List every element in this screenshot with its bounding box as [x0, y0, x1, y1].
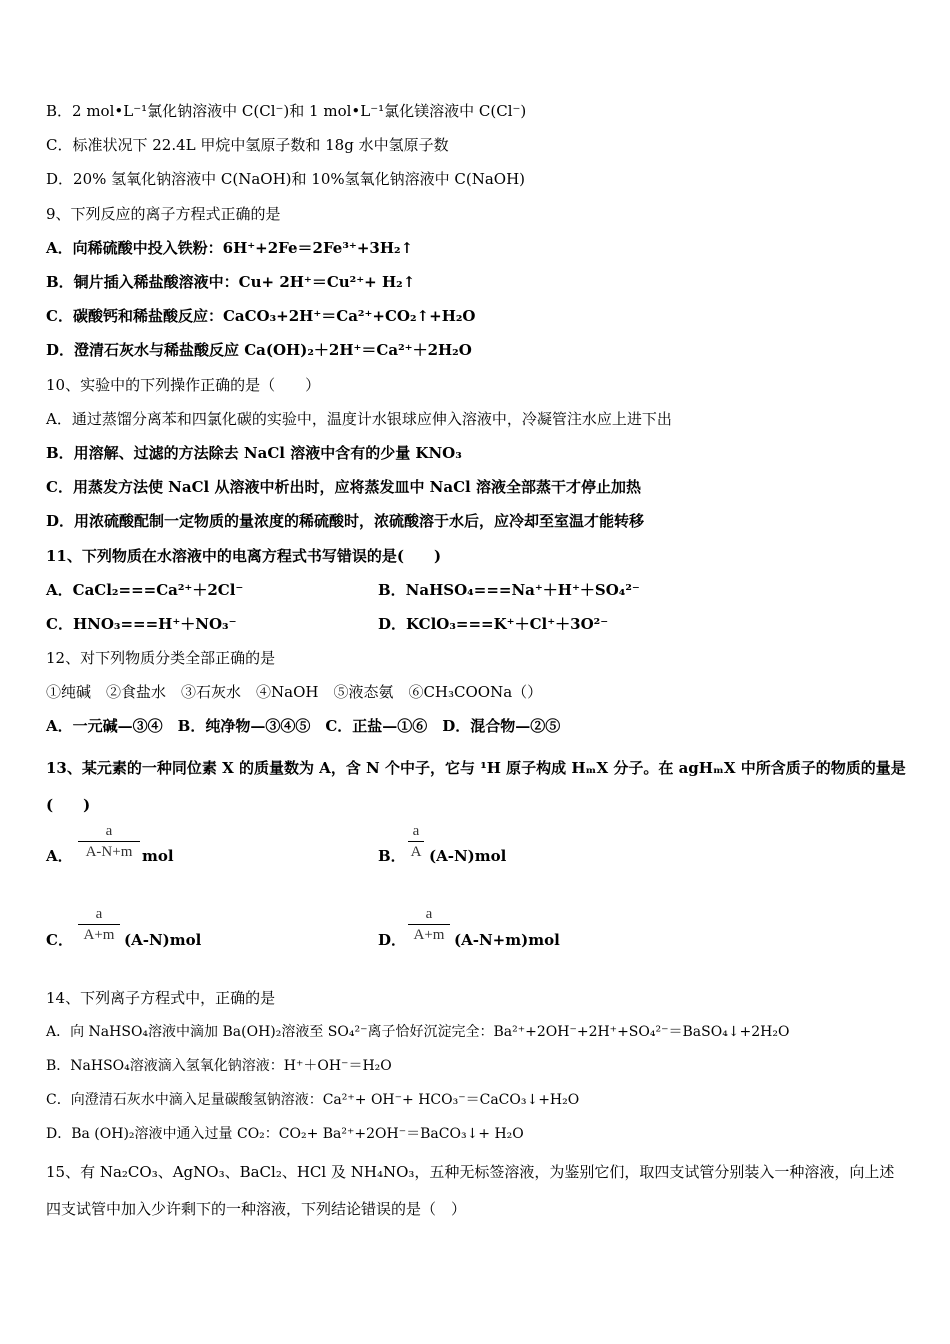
q13-option-c-label: C．: [46, 931, 73, 949]
q13-option-a-label: A．: [46, 847, 73, 865]
q13-option-c-denominator: A+m: [83, 927, 115, 943]
q11-stem: 11、下列物质在水溶液中的电离方程式书写错误的是( ): [46, 547, 442, 565]
q9-option-a: A．向稀硫酸中投入铁粉：6H⁺+2Fe＝2Fe³⁺+3H₂↑: [46, 239, 414, 257]
q13-option-d-tail: (A-N+m)mol: [454, 931, 560, 949]
q13-option-b-numerator: a: [412, 823, 420, 839]
q9-stem: 9、下列反应的离子方程式正确的是: [46, 205, 281, 223]
q10-option-d: D．用浓硫酸配制一定物质的量浓度的稀硫酸时，浓硫酸溶于水后，应冷却至室温才能转移: [46, 512, 645, 530]
q14-option-c: C．向澄清石灰水中滴入足量碳酸氢钠溶液：Ca²⁺+ OH⁻+ HCO₃⁻＝CaCO₃↓+H₂O: [46, 1092, 580, 1108]
q13-option-b-label: B．: [378, 847, 406, 865]
q13-option-b-denominator: A: [410, 844, 422, 860]
q13-option-c-tail: (A-N)mol: [124, 931, 202, 949]
q11-option-d: D．KClO₃===K⁺＋Cl⁺＋3O²⁻: [378, 615, 609, 633]
q12-items: ①纯碱 ②食盐水 ③石灰水 ④NaOH ⑤液态氨 ⑥CH₃COONa（）: [46, 683, 543, 701]
q14-stem: 14、下列离子方程式中，正确的是: [46, 989, 276, 1007]
q9-option-b: B．铜片插入稀盐酸溶液中：Cu+ 2H⁺＝Cu²⁺+ H₂↑: [46, 273, 416, 291]
q13-option-d-fraction: [408, 906, 450, 943]
q14-option-d: D．Ba (OH)₂溶液中通入过量 CO₂：CO₂+ Ba²⁺+2OH⁻＝BaCO₃↓+ H₂O: [46, 1126, 524, 1142]
q13-option-c-fraction: [78, 906, 120, 943]
q13-option-d-numerator: a: [425, 906, 433, 922]
q13-option-b-tail: (A-N)mol: [429, 847, 507, 865]
q13-option-b-fraction: [408, 823, 424, 860]
q11-option-a: A．CaCl₂===Ca²⁺＋2Cl⁻: [46, 581, 244, 599]
q10-option-b: B．用溶解、过滤的方法除去 NaCl 溶液中含有的少量 KNO₃: [46, 444, 462, 462]
q8-option-b: B．2 mol•L⁻¹氯化钠溶液中 C(Cl⁻)和 1 mol•L⁻¹氯化镁溶液中 C(Cl⁻): [46, 102, 527, 120]
q12-stem: 12、对下列物质分类全部正确的是: [46, 649, 276, 667]
q15-stem: 15、有 Na₂CO₃、AgNO₃、BaCl₂、HCl 及 NH₄NO₃，五种无标签溶液，为鉴别它们，取四支试管分别装入一种溶液，向上述四支试管中加入少许剩下的一种溶液，下列结论错误的是（ ）: [46, 1163, 895, 1218]
q11-option-c: C．HNO₃===H⁺＋NO₃⁻: [46, 615, 237, 633]
q13-option-a-denominator: A-N+m: [85, 844, 133, 860]
q9-option-d: D．澄清石灰水与稀盐酸反应 Ca(OH)₂＋2H⁺＝Ca²⁺＋2H₂O: [46, 341, 472, 359]
q13-option-c-numerator: a: [95, 906, 103, 922]
q11-option-b: B．NaHSO₄===Na⁺＋H⁺＋SO₄²⁻: [378, 581, 640, 599]
q13-option-a-tail: mol: [142, 847, 174, 865]
q14-option-a: A．向 NaHSO₄溶液中滴加 Ba(OH)₂溶液至 SO₄²⁻离子恰好沉淀完全：Ba²⁺+2OH⁻+2H⁺+SO₄²⁻＝BaSO₄↓+2H₂O: [46, 1024, 790, 1040]
q13-option-d-denominator: A+m: [413, 927, 445, 943]
q8-option-c: C．标准状况下 22.4L 甲烷中氢原子数和 18g 水中氢原子数: [46, 136, 449, 154]
q13-option-d-label: D．: [378, 931, 407, 949]
q10-option-c: C．用蒸发方法使 NaCl 从溶液中析出时，应将蒸发皿中 NaCl 溶液全部蒸干才停止加热: [46, 478, 641, 496]
q12-options: A．一元碱—③④ B．纯净物—③④⑤ C．正盐—①⑥ D．混合物—②⑤: [46, 717, 561, 735]
q10-stem: 10、实验中的下列操作正确的是（ ）: [46, 376, 321, 394]
q13-option-a-numerator: a: [105, 823, 113, 839]
q13-option-a-fraction: [78, 823, 140, 860]
q8-option-d: D．20% 氢氧化钠溶液中 C(NaOH)和 10%氢氧化钠溶液中 C(NaOH): [46, 170, 526, 188]
q10-option-a: A．通过蒸馏分离苯和四氯化碳的实验中，温度计水银球应伸入溶液中，冷凝管注水应上进下出: [46, 410, 672, 428]
q9-option-c: C．碳酸钙和稀盐酸反应：CaCO₃+2H⁺＝Ca²⁺+CO₂↑+H₂O: [46, 307, 476, 325]
q13-stem: 13、某元素的一种同位素 X 的质量数为 A，含 N 个中子，它与 ¹H 原子构成 HₘX 分子。在 agHₘX 中所含质子的物质的量是( ): [46, 759, 906, 814]
q14-option-b: B．NaHSO₄溶液滴入氢氧化钠溶液：H⁺＋OH⁻＝H₂O: [46, 1058, 392, 1074]
